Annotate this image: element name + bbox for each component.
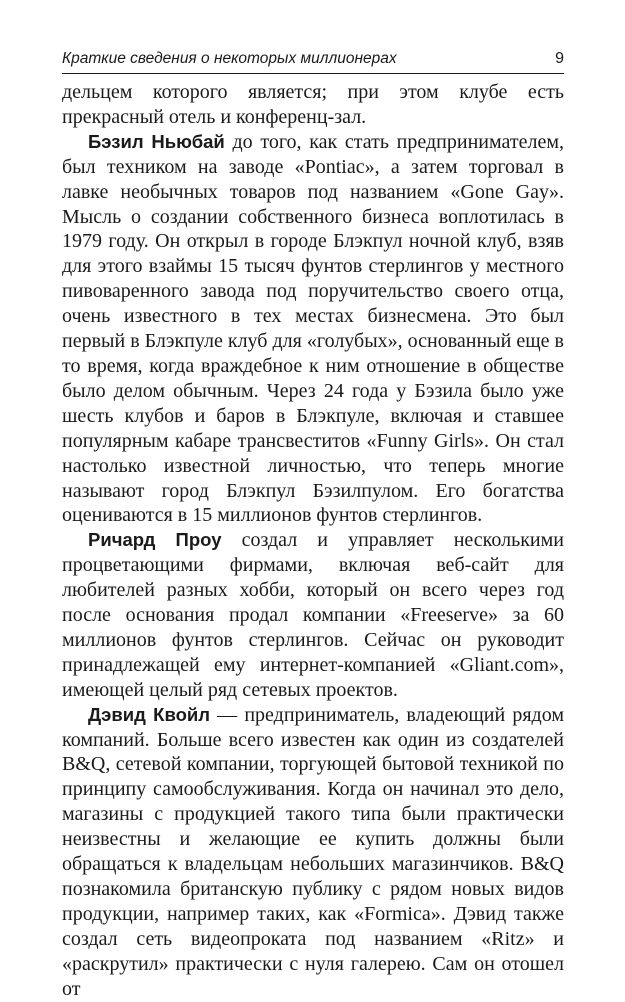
page-number: 9 (555, 50, 564, 67)
running-title: Краткие сведения о некоторых миллионерах (62, 50, 397, 67)
paragraph-text: создал и управляет несколькими процветающими фирмами, включая веб-сайт для любителей разных хобби, который он всего через год после основания продал компании «Freeserve» за 60 миллионов фунтов стерлингов. Сейчас он руководит принадлежащей ему интернет-компанией «Gliant.com», имеющей целый ряд сетевых проектов. (62, 529, 564, 701)
person-name: Ричард Проу (88, 529, 222, 551)
paragraph-continued (62, 80, 564, 130)
running-head (62, 48, 564, 74)
body-text (62, 80, 564, 1002)
book-page (62, 48, 564, 1002)
paragraph-richard-prow (62, 528, 564, 702)
paragraph-david-quayle (62, 703, 564, 1002)
person-name: Дэвид Квойл (88, 703, 211, 725)
paragraph-text: до того, как стать предпринимателем, был техником на заводе «Pontiac», а затем торговал в лавке необычных товаров под названием «Gone Gay». Мысль о создании собственного бизнеса воплотилась в 1979 году. Он открыл в городе Блэкпул ночной клуб, взяв для этого взаймы 15 тысяч фунтов стерлингов у местного пивоваренного завода под поручительство своего отца, очень известного в тех местах бизнесмена. Это был первый в Блэкпуле клуб для «голубых», основанный еще в то время, когда враждебное к ним отношение в обществе было делом обычным. Через 24 года у Бэзила было уже шесть клубов и баров в Блэкпуле, включая и ставшее популярным кабаре трансвеститов «Funny Girls». Он стал настолько известной личностью, что теперь многие называют город Блэкпул Бэзилпулом. Его богатства оцениваются в 15 миллионов фунтов стерлингов. (62, 130, 564, 527)
paragraph-text: дельцем которого является; при этом клубе есть прекрасный отель и конференц-зал. (62, 81, 564, 128)
paragraph-basil-newby (62, 130, 564, 529)
person-name: Бэзил Ньюбай (88, 130, 225, 152)
paragraph-text: — предприниматель, владеющий рядом компаний. Больше всего известен как один из создателей B&Q, сетевой компании, торгующей бытовой техникой по принципу самообслуживания. Когда он начинал это дело, магазины с продукцией такого типа были практически неизвестны и желающие ее купить должны были обращаться к владельцам небольших магазинчиков. B&Q познакомила британскую публику с рядом новых видов продукции, например таких, как «Formica». Дэвид также создал сеть видеопроката под названием «Ritz» и «раскрутил» практически с нуля галерею. Сам он отошел от (62, 703, 565, 1000)
